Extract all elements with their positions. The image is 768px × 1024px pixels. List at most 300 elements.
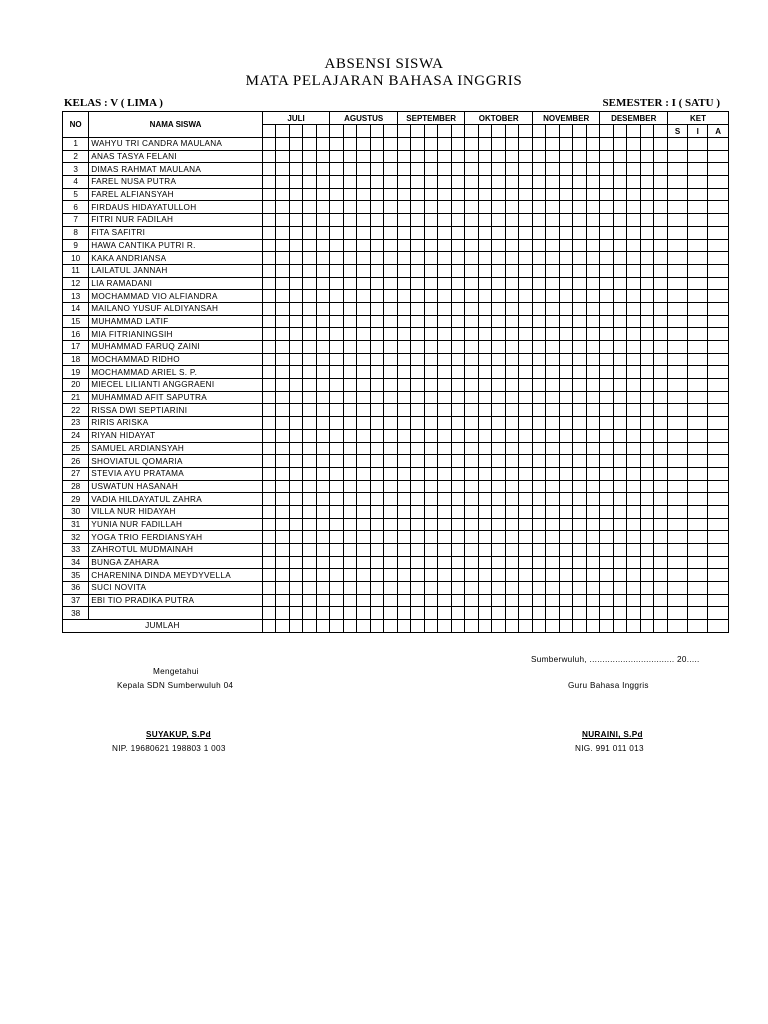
attendance-cell [573, 480, 587, 493]
attendance-cell [613, 239, 627, 252]
attendance-cell [668, 391, 688, 404]
attendance-cell [688, 404, 708, 417]
attendance-cell [505, 607, 519, 620]
attendance-cell [505, 467, 519, 480]
attendance-cell [492, 467, 506, 480]
attendance-cell [492, 290, 506, 303]
attendance-cell [411, 163, 425, 176]
attendance-cell [532, 290, 546, 303]
attendance-cell [519, 518, 533, 531]
student-name: SHOVIATUL QOMARIA [89, 455, 263, 468]
attendance-cell [559, 505, 573, 518]
attendance-cell [640, 366, 654, 379]
attendance-cell [519, 505, 533, 518]
attendance-cell [546, 328, 560, 341]
attendance-cell [357, 467, 371, 480]
attendance-cell [424, 467, 438, 480]
attendance-cell [586, 214, 600, 227]
attendance-cell [613, 138, 627, 151]
attendance-cell [343, 315, 357, 328]
attendance-cell [465, 264, 479, 277]
attendance-cell [384, 214, 398, 227]
attendance-cell [492, 582, 506, 595]
attendance-cell [668, 214, 688, 227]
attendance-cell [640, 493, 654, 506]
attendance-cell [478, 264, 492, 277]
attendance-cell [559, 315, 573, 328]
attendance-cell [397, 290, 411, 303]
attendance-cell [492, 531, 506, 544]
attendance-cell [370, 518, 384, 531]
attendance-cell [546, 188, 560, 201]
attendance-cell [505, 505, 519, 518]
attendance-cell [546, 569, 560, 582]
attendance-cell [627, 201, 641, 214]
attendance-cell [424, 391, 438, 404]
attendance-cell [438, 607, 452, 620]
attendance-cell [289, 607, 303, 620]
attendance-cell [627, 379, 641, 392]
row-number: 26 [63, 455, 89, 468]
attendance-cell [586, 264, 600, 277]
attendance-cell [357, 455, 371, 468]
student-name: RIYAN HIDAYAT [89, 429, 263, 442]
attendance-cell [357, 493, 371, 506]
attendance-cell [613, 277, 627, 290]
attendance-cell [708, 429, 729, 442]
attendance-cell [559, 429, 573, 442]
attendance-cell [519, 264, 533, 277]
attendance-cell [668, 163, 688, 176]
attendance-cell [384, 467, 398, 480]
attendance-cell [262, 150, 276, 163]
attendance-cell [613, 391, 627, 404]
attendance-cell [289, 429, 303, 442]
attendance-cell [357, 518, 371, 531]
attendance-cell [519, 163, 533, 176]
attendance-cell [465, 302, 479, 315]
attendance-cell [411, 531, 425, 544]
attendance-cell [519, 353, 533, 366]
attendance-cell [384, 201, 398, 214]
attendance-cell [411, 569, 425, 582]
place-date: Sumberwuluh, ................................. 20..... [531, 655, 700, 664]
attendance-cell [451, 341, 465, 354]
attendance-cell [384, 404, 398, 417]
attendance-cell [559, 493, 573, 506]
attendance-cell [411, 544, 425, 557]
attendance-cell [688, 391, 708, 404]
attendance-cell [262, 505, 276, 518]
attendance-cell [546, 302, 560, 315]
attendance-cell [465, 239, 479, 252]
attendance-cell [627, 290, 641, 303]
attendance-cell [303, 328, 317, 341]
month-header: AGUSTUS [330, 112, 398, 125]
attendance-cell [262, 353, 276, 366]
attendance-cell [316, 341, 330, 354]
attendance-cell [276, 607, 290, 620]
table-row [63, 239, 729, 252]
attendance-cell [384, 290, 398, 303]
attendance-cell [640, 341, 654, 354]
attendance-cell [316, 417, 330, 430]
month-header: JULI [262, 112, 330, 125]
attendance-cell [424, 239, 438, 252]
attendance-cell [640, 315, 654, 328]
attendance-cell [343, 569, 357, 582]
table-row [63, 150, 729, 163]
attendance-cell [276, 290, 290, 303]
row-number: 28 [63, 480, 89, 493]
attendance-cell [397, 163, 411, 176]
attendance-cell [478, 531, 492, 544]
attendance-cell [546, 239, 560, 252]
attendance-cell [465, 582, 479, 595]
attendance-cell [546, 341, 560, 354]
attendance-cell [411, 277, 425, 290]
attendance-cell [708, 455, 729, 468]
attendance-cell [613, 493, 627, 506]
attendance-cell [262, 138, 276, 151]
attendance-cell [478, 328, 492, 341]
attendance-cell [397, 150, 411, 163]
attendance-cell [708, 582, 729, 595]
attendance-cell [640, 569, 654, 582]
attendance-cell [316, 353, 330, 366]
attendance-cell [330, 353, 344, 366]
day-header-cell [532, 125, 546, 138]
attendance-cell [451, 582, 465, 595]
attendance-cell [397, 480, 411, 493]
attendance-cell [343, 607, 357, 620]
attendance-cell [465, 188, 479, 201]
attendance-cell [708, 302, 729, 315]
attendance-cell [438, 188, 452, 201]
month-header: DESEMBER [600, 112, 668, 125]
table-row [63, 277, 729, 290]
attendance-cell [316, 226, 330, 239]
attendance-cell [276, 341, 290, 354]
attendance-cell [424, 163, 438, 176]
attendance-cell [438, 176, 452, 189]
attendance-cell [465, 252, 479, 265]
attendance-cell [465, 150, 479, 163]
attendance-cell [627, 150, 641, 163]
attendance-cell [465, 607, 479, 620]
attendance-cell [478, 607, 492, 620]
attendance-cell [613, 607, 627, 620]
day-header-cell [559, 125, 573, 138]
attendance-cell [600, 607, 614, 620]
day-header-cell [478, 125, 492, 138]
attendance-cell [654, 531, 668, 544]
total-cell [654, 620, 668, 633]
attendance-cell [708, 404, 729, 417]
attendance-cell [600, 315, 614, 328]
attendance-cell [289, 150, 303, 163]
attendance-cell [330, 214, 344, 227]
attendance-cell [546, 252, 560, 265]
attendance-cell [303, 417, 317, 430]
attendance-cell [357, 226, 371, 239]
month-header: OKTOBER [465, 112, 533, 125]
attendance-cell [262, 366, 276, 379]
attendance-cell [330, 201, 344, 214]
attendance-cell [411, 429, 425, 442]
attendance-cell [262, 544, 276, 557]
total-cell [330, 620, 344, 633]
attendance-cell [505, 328, 519, 341]
attendance-cell [343, 455, 357, 468]
attendance-cell [600, 480, 614, 493]
attendance-cell [668, 277, 688, 290]
attendance-cell [559, 467, 573, 480]
attendance-cell [600, 201, 614, 214]
attendance-cell [519, 582, 533, 595]
attendance-cell [370, 569, 384, 582]
attendance-cell [492, 226, 506, 239]
attendance-cell [276, 277, 290, 290]
attendance-cell [627, 239, 641, 252]
day-header-cell [573, 125, 587, 138]
attendance-cell [357, 138, 371, 151]
attendance-cell [316, 163, 330, 176]
row-number: 38 [63, 607, 89, 620]
attendance-cell [343, 302, 357, 315]
attendance-cell [465, 518, 479, 531]
attendance-cell [411, 264, 425, 277]
attendance-cell [465, 442, 479, 455]
attendance-cell [411, 404, 425, 417]
attendance-cell [668, 239, 688, 252]
attendance-cell [505, 429, 519, 442]
attendance-cell [343, 290, 357, 303]
attendance-cell [640, 201, 654, 214]
attendance-cell [451, 594, 465, 607]
attendance-cell [613, 150, 627, 163]
attendance-cell [668, 188, 688, 201]
attendance-cell [586, 239, 600, 252]
attendance-cell [613, 176, 627, 189]
attendance-cell [708, 518, 729, 531]
attendance-cell [330, 391, 344, 404]
attendance-cell [357, 239, 371, 252]
student-name: USWATUN HASANAH [89, 480, 263, 493]
attendance-cell [492, 594, 506, 607]
table-row [63, 328, 729, 341]
attendance-cell [627, 264, 641, 277]
attendance-cell [262, 391, 276, 404]
attendance-cell [654, 214, 668, 227]
attendance-cell [438, 163, 452, 176]
attendance-cell [343, 391, 357, 404]
attendance-cell [640, 531, 654, 544]
attendance-cell [708, 214, 729, 227]
attendance-cell [303, 353, 317, 366]
student-name: HAWA CANTIKA PUTRI R. [89, 239, 263, 252]
student-name: MOCHAMMAD ARIEL S. P. [89, 366, 263, 379]
attendance-cell [600, 188, 614, 201]
attendance-cell [357, 442, 371, 455]
attendance-cell [586, 188, 600, 201]
attendance-cell [384, 505, 398, 518]
student-name: KAKA ANDRIANSA [89, 252, 263, 265]
attendance-cell [573, 176, 587, 189]
attendance-cell [613, 556, 627, 569]
attendance-cell [654, 163, 668, 176]
total-cell [316, 620, 330, 633]
attendance-cell [586, 290, 600, 303]
attendance-cell [411, 417, 425, 430]
attendance-cell [519, 429, 533, 442]
attendance-cell [357, 201, 371, 214]
attendance-cell [613, 531, 627, 544]
attendance-cell [654, 480, 668, 493]
attendance-cell [451, 455, 465, 468]
attendance-cell [559, 176, 573, 189]
attendance-cell [411, 391, 425, 404]
attendance-cell [573, 150, 587, 163]
total-cell [451, 620, 465, 633]
attendance-cell [532, 391, 546, 404]
student-name: CHARENINA DINDA MEYDYVELLA [89, 569, 263, 582]
attendance-cell [654, 417, 668, 430]
attendance-cell [370, 442, 384, 455]
attendance-cell [357, 556, 371, 569]
attendance-cell [465, 455, 479, 468]
attendance-cell [370, 226, 384, 239]
row-number: 30 [63, 505, 89, 518]
attendance-cell [357, 544, 371, 557]
attendance-cell [688, 150, 708, 163]
day-header-cell [465, 125, 479, 138]
attendance-cell [573, 290, 587, 303]
attendance-cell [640, 582, 654, 595]
attendance-cell [688, 252, 708, 265]
attendance-cell [546, 138, 560, 151]
attendance-cell [262, 594, 276, 607]
attendance-cell [627, 556, 641, 569]
attendance-cell [384, 341, 398, 354]
attendance-cell [546, 226, 560, 239]
attendance-cell [451, 163, 465, 176]
total-cell [640, 620, 654, 633]
attendance-cell [492, 544, 506, 557]
attendance-cell [478, 518, 492, 531]
attendance-cell [465, 531, 479, 544]
attendance-cell [397, 239, 411, 252]
attendance-cell [451, 252, 465, 265]
attendance-cell [519, 455, 533, 468]
attendance-cell [546, 607, 560, 620]
attendance-cell [478, 150, 492, 163]
attendance-cell [424, 505, 438, 518]
attendance-cell [708, 150, 729, 163]
attendance-cell [384, 607, 398, 620]
attendance-cell [316, 366, 330, 379]
attendance-cell [276, 379, 290, 392]
attendance-cell [357, 505, 371, 518]
attendance-cell [316, 176, 330, 189]
attendance-cell [451, 290, 465, 303]
attendance-cell [289, 239, 303, 252]
attendance-cell [397, 277, 411, 290]
attendance-cell [262, 480, 276, 493]
attendance-cell [330, 480, 344, 493]
attendance-cell [303, 379, 317, 392]
attendance-cell [627, 467, 641, 480]
attendance-cell [559, 226, 573, 239]
attendance-cell [289, 480, 303, 493]
attendance-cell [330, 518, 344, 531]
attendance-cell [519, 252, 533, 265]
attendance-cell [708, 201, 729, 214]
attendance-cell [330, 188, 344, 201]
attendance-cell [688, 277, 708, 290]
attendance-cell [451, 417, 465, 430]
attendance-cell [613, 353, 627, 366]
day-header-cell [492, 125, 506, 138]
attendance-cell [478, 467, 492, 480]
attendance-cell [559, 582, 573, 595]
attendance-cell [492, 176, 506, 189]
attendance-cell [546, 264, 560, 277]
attendance-cell [316, 328, 330, 341]
total-cell [276, 620, 290, 633]
attendance-cell [289, 163, 303, 176]
attendance-cell [688, 467, 708, 480]
attendance-cell [262, 455, 276, 468]
attendance-cell [438, 480, 452, 493]
day-header-cell [640, 125, 654, 138]
attendance-cell [262, 328, 276, 341]
attendance-cell [303, 480, 317, 493]
attendance-cell [600, 138, 614, 151]
month-header: NOVEMBER [532, 112, 600, 125]
total-cell [478, 620, 492, 633]
attendance-cell [600, 328, 614, 341]
attendance-cell [668, 467, 688, 480]
day-header-cell [438, 125, 452, 138]
attendance-cell [613, 252, 627, 265]
attendance-cell [627, 328, 641, 341]
attendance-cell [708, 264, 729, 277]
teacher-title: Guru Bahasa Inggris [568, 681, 649, 690]
day-header-cell [600, 125, 614, 138]
attendance-cell [492, 493, 506, 506]
attendance-cell [586, 607, 600, 620]
row-number: 35 [63, 569, 89, 582]
attendance-cell [586, 366, 600, 379]
table-row [63, 138, 729, 151]
attendance-cell [343, 226, 357, 239]
table-row [63, 264, 729, 277]
attendance-cell [668, 594, 688, 607]
student-name: BUNGA ZAHARA [89, 556, 263, 569]
attendance-cell [262, 264, 276, 277]
attendance-cell [370, 328, 384, 341]
attendance-cell [708, 341, 729, 354]
attendance-cell [640, 594, 654, 607]
attendance-cell [276, 150, 290, 163]
student-name: MIA FITRIANINGSIH [89, 328, 263, 341]
row-number: 14 [63, 302, 89, 315]
attendance-cell [289, 391, 303, 404]
total-cell [492, 620, 506, 633]
row-number: 7 [63, 214, 89, 227]
attendance-cell [573, 264, 587, 277]
